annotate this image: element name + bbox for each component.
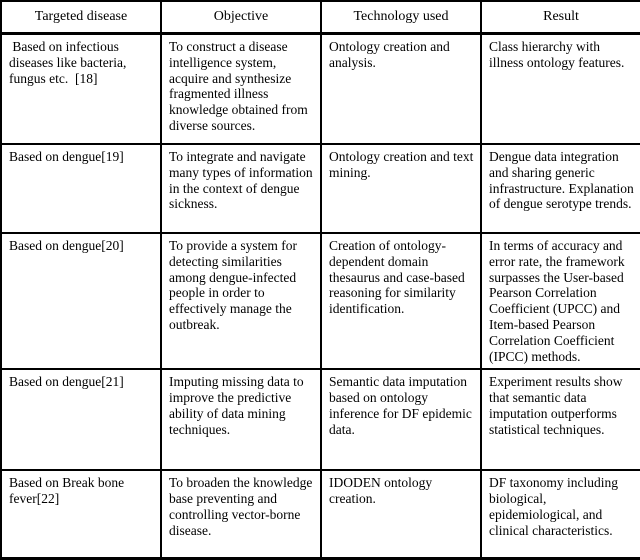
cell-result: Dengue data integration and sharing generic infrastructure. Explanation of dengue serotype trends. [481, 144, 640, 233]
cell-targeted-disease: Based on dengue[21] [1, 369, 161, 470]
table-row [1, 233, 640, 369]
cell-targeted-disease: Based on dengue[20] [1, 233, 161, 369]
table-row [1, 470, 640, 559]
cell-objective: To provide a system for detecting similarities among dengue-infected people in order to effectively manage the outbreak. [161, 233, 321, 369]
cell-technology-used: Creation of ontology-dependent domain thesaurus and case-based reasoning for similarity identification. [321, 233, 481, 369]
col-header-objective: Objective [161, 1, 321, 34]
col-header-targeted-disease: Targeted disease [1, 1, 161, 34]
table-header-row [1, 1, 640, 34]
cell-objective: To construct a disease intelligence system, acquire and synthesize fragmented illness knowledge obtained from diverse sources. [161, 34, 321, 145]
cell-objective: To integrate and navigate many types of information in the context of dengue sickness. [161, 144, 321, 233]
cell-targeted-disease: Based on Break bone fever[22] [1, 470, 161, 559]
cell-technology-used: IDODEN ontology creation. [321, 470, 481, 559]
cell-result: In terms of accuracy and error rate, the framework surpasses the User-based Pearson Correlation Coefficient (UPCC) and Item-based Pearson Correlation Coefficient (IPCC) methods. [481, 233, 640, 369]
cell-technology-used: Semantic data imputation based on ontology inference for DF epidemic data. [321, 369, 481, 470]
cell-targeted-disease: Based on infectious diseases like bacteria, fungus etc. [18] [1, 34, 161, 145]
cell-technology-used: Ontology creation and analysis. [321, 34, 481, 145]
cell-result: Experiment results show that semantic data imputation outperforms statistical techniques. [481, 369, 640, 470]
cell-objective: Imputing missing data to improve the predictive ability of data mining techniques. [161, 369, 321, 470]
table-row [1, 144, 640, 233]
table-row [1, 369, 640, 470]
col-header-technology-used: Technology used [321, 1, 481, 34]
cell-objective: To broaden the knowledge base preventing and controlling vector-borne disease. [161, 470, 321, 559]
cell-result: DF taxonomy including biological, epidemiological, and clinical characteristics. [481, 470, 640, 559]
cell-result: Class hierarchy with illness ontology features. [481, 34, 640, 145]
table-row [1, 34, 640, 145]
cell-targeted-disease: Based on dengue[19] [1, 144, 161, 233]
cell-technology-used: Ontology creation and text mining. [321, 144, 481, 233]
col-header-result: Result [481, 1, 640, 34]
